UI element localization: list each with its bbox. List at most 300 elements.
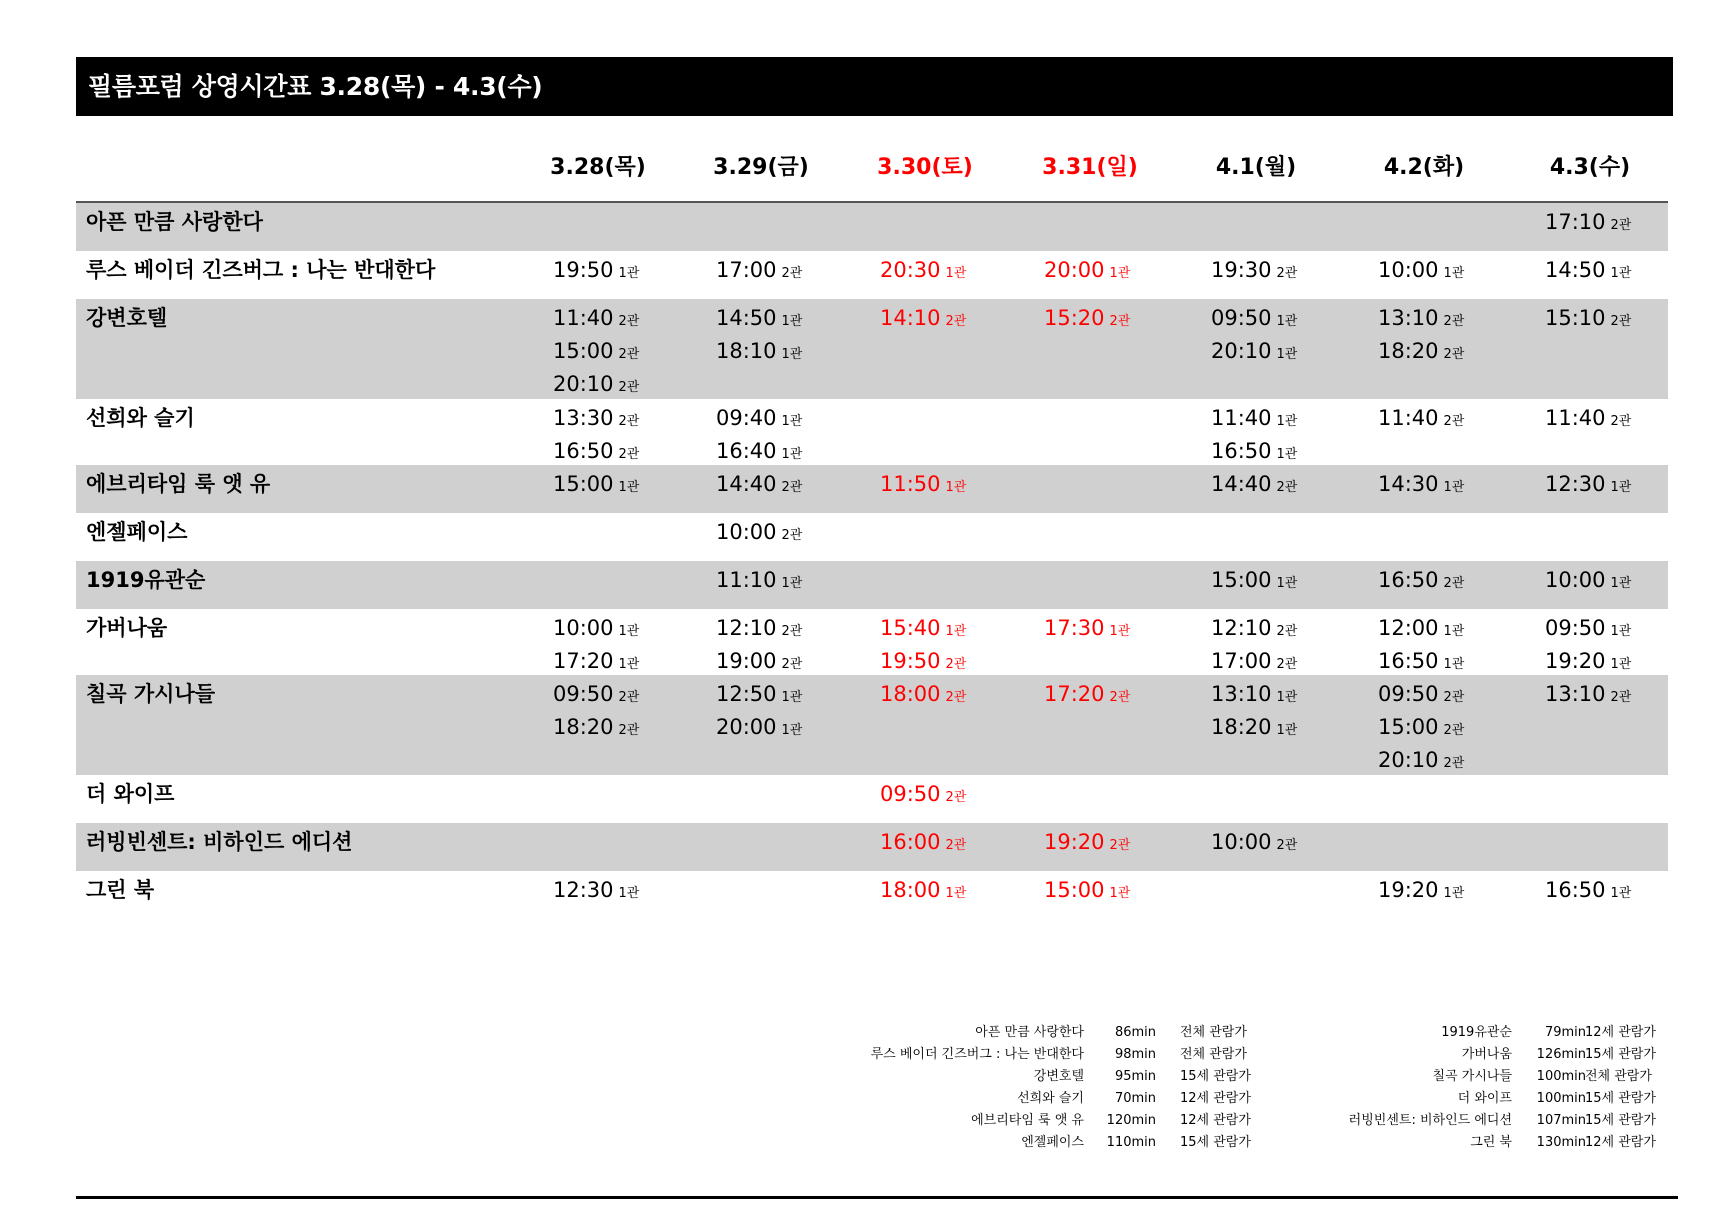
showtime-time: 14:30 [1378, 472, 1439, 496]
showtime-cell [1378, 254, 1528, 287]
footnote-row [1190, 1110, 1670, 1132]
showtime-cell [880, 302, 1030, 335]
showtime-cell [1378, 402, 1528, 435]
movie-title: 루스 베이더 긴즈버그 : 나는 반대한다 [86, 258, 436, 282]
showtime [1378, 645, 1528, 678]
showtime-time: 15:00 [1044, 878, 1105, 902]
showtime-time: 09:50 [1545, 616, 1606, 640]
footnote-title: 루스 베이더 긴즈버그 : 나는 반대한다 [870, 1047, 1084, 1062]
showtime-hall: 1관 [618, 480, 640, 495]
showtime-time: 18:20 [1211, 715, 1272, 739]
footnote-duration: 126min [1536, 1047, 1586, 1062]
showtime-cell [1211, 564, 1361, 597]
showtime-cell [716, 468, 866, 501]
showtime [880, 678, 1030, 711]
showtime [1211, 678, 1361, 711]
showtime-time: 18:20 [1378, 339, 1439, 363]
showtime-hall: 2관 [1610, 314, 1632, 329]
showtime-time: 20:00 [1044, 258, 1105, 282]
footnote-row [1190, 1088, 1670, 1110]
footnote-rating: 15세 관람가 [1585, 1047, 1656, 1062]
movie-row [76, 299, 1668, 399]
showtime-time: 15:40 [880, 616, 941, 640]
showtime-hall: 1관 [1276, 347, 1298, 362]
showtime-hall: 1관 [1276, 314, 1298, 329]
showtime-hall: 1관 [1443, 266, 1465, 281]
footnote-title: 가버나움 [1461, 1047, 1512, 1062]
showtime-hall: 2관 [781, 266, 803, 281]
showtime-hall: 2관 [1610, 218, 1632, 233]
showtime [1545, 206, 1695, 239]
showtime-hall: 2관 [945, 790, 967, 805]
showtime-time: 19:20 [1044, 830, 1105, 854]
movie-row [76, 203, 1668, 251]
showtime-hall: 1관 [1610, 576, 1632, 591]
showtime-cell [553, 468, 703, 501]
showtime-cell [1044, 302, 1194, 335]
showtime [1211, 254, 1361, 287]
showtime-hall: 1관 [1109, 624, 1131, 639]
showtime-time: 15:00 [1211, 568, 1272, 592]
showtime-hall: 1관 [1109, 266, 1131, 281]
showtime-time: 20:10 [553, 372, 614, 396]
footnote-duration: 120min [1106, 1113, 1156, 1128]
movie-title: 1919유관순 [86, 568, 206, 592]
footnote-row [1190, 1132, 1670, 1154]
showtime [716, 335, 866, 368]
showtime-time: 15:00 [553, 472, 614, 496]
showtime [1211, 468, 1361, 501]
showtime [880, 302, 1030, 335]
showtime [716, 645, 866, 678]
showtime-hall: 2관 [945, 657, 967, 672]
footnote-duration: 95min [1114, 1069, 1156, 1084]
showtime-hall: 1관 [781, 576, 803, 591]
showtime-time: 09:50 [553, 682, 614, 706]
showtime-hall: 2관 [1276, 480, 1298, 495]
showtime-cell [1044, 874, 1194, 907]
showtime-time: 19:20 [1545, 649, 1606, 673]
footnote-duration: 100min [1536, 1069, 1586, 1084]
showtime-cell [1211, 826, 1361, 859]
showtime-cell [1545, 678, 1695, 711]
showtime [1378, 254, 1528, 287]
movie-title: 더 와이프 [86, 782, 175, 806]
showtime [1211, 402, 1361, 435]
schedule-table [76, 203, 1668, 919]
showtime-hall: 1관 [1610, 266, 1632, 281]
showtime-time: 20:10 [1211, 339, 1272, 363]
footnote-duration: 130min [1536, 1135, 1586, 1150]
footnote-rating: 전체 관람가 [1180, 1047, 1247, 1062]
bottom-divider [76, 1196, 1678, 1199]
showtime-hall: 2관 [781, 528, 803, 543]
showtime-hall: 1관 [1610, 657, 1632, 672]
showtime-hall: 2관 [1443, 576, 1465, 591]
showtime-hall: 2관 [1610, 414, 1632, 429]
footnote-duration: 98min [1114, 1047, 1156, 1062]
showtime [1545, 874, 1695, 907]
footnote-duration: 86min [1114, 1025, 1156, 1040]
showtime-cell [553, 402, 703, 468]
showtime [1211, 826, 1361, 859]
showtime-time: 17:10 [1545, 210, 1606, 234]
showtime-hall: 2관 [618, 314, 640, 329]
showtime-time: 14:40 [1211, 472, 1272, 496]
footnote-row [700, 1044, 1260, 1066]
showtime [1378, 564, 1528, 597]
footnote-row [1190, 1044, 1670, 1066]
showtime [1211, 564, 1361, 597]
page-title: 필름포럼 상영시간표 3.28(목) - 4.3(수) [76, 57, 1673, 116]
movie-row [76, 561, 1668, 609]
showtime-time: 09:40 [716, 406, 777, 430]
showtime-time: 10:00 [716, 520, 777, 544]
showtime [716, 402, 866, 435]
footnote-rating: 15세 관람가 [1585, 1091, 1656, 1106]
date-header: 3.31(일) [1042, 155, 1138, 180]
showtime-hall: 1관 [1276, 723, 1298, 738]
showtime-cell [1044, 678, 1194, 711]
showtime-time: 10:00 [1378, 258, 1439, 282]
showtime-time: 12:30 [1545, 472, 1606, 496]
showtime-hall: 2관 [945, 690, 967, 705]
showtime-time: 19:30 [1211, 258, 1272, 282]
showtime [880, 468, 1030, 501]
showtime-time: 14:40 [716, 472, 777, 496]
showtime-hall: 2관 [945, 314, 967, 329]
showtime-time: 11:50 [880, 472, 941, 496]
showtime-time: 15:00 [1378, 715, 1439, 739]
showtime [880, 778, 1030, 811]
showtime [1211, 645, 1361, 678]
showtime [716, 564, 866, 597]
showtime-cell [553, 302, 703, 401]
showtime-time: 16:50 [1378, 568, 1439, 592]
showtime [1211, 302, 1361, 335]
showtime-time: 16:40 [716, 439, 777, 463]
showtime-time: 09:50 [880, 782, 941, 806]
showtime-hall: 2관 [1276, 624, 1298, 639]
showtime-hall: 2관 [781, 657, 803, 672]
showtime-time: 16:50 [1211, 439, 1272, 463]
showtime [1378, 678, 1528, 711]
showtime [1044, 302, 1194, 335]
showtime-cell [553, 612, 703, 678]
showtime-cell [716, 564, 866, 597]
showtime [1211, 335, 1361, 368]
showtime-hall: 2관 [1276, 266, 1298, 281]
showtime [553, 435, 703, 468]
movie-row [76, 675, 1668, 775]
footnote-column-right [1190, 1022, 1670, 1154]
showtime-cell [1545, 402, 1695, 435]
showtime-hall: 1관 [1443, 480, 1465, 495]
showtime-hall: 1관 [945, 624, 967, 639]
showtime [1378, 874, 1528, 907]
showtime-hall: 1관 [618, 266, 640, 281]
showtime-time: 12:10 [1211, 616, 1272, 640]
date-header: 4.2(화) [1383, 155, 1465, 180]
footnote-rating: 15세 관람가 [1585, 1113, 1656, 1128]
showtime-time: 10:00 [553, 616, 614, 640]
showtime-time: 14:50 [1545, 258, 1606, 282]
showtime-hall: 2관 [1443, 756, 1465, 771]
showtime-hall: 1관 [781, 447, 803, 462]
showtime-cell [1211, 468, 1361, 501]
footnote-rating: 12세 관람가 [1180, 1091, 1251, 1106]
showtime [1378, 744, 1528, 777]
movie-title: 강변호텔 [86, 306, 168, 330]
footnote-title: 강변호텔 [1033, 1069, 1084, 1084]
showtime-time: 18:00 [880, 682, 941, 706]
showtime-hall: 2관 [1276, 838, 1298, 853]
showtime-hall: 1관 [1610, 480, 1632, 495]
showtime [1545, 678, 1695, 711]
showtime [716, 711, 866, 744]
showtime-hall: 2관 [1610, 690, 1632, 705]
showtime-hall: 1관 [781, 347, 803, 362]
showtime [880, 826, 1030, 859]
movie-title: 아픈 만큼 사랑한다 [86, 210, 263, 234]
showtime [1044, 612, 1194, 645]
showtime [553, 335, 703, 368]
footnote-title: 더 와이프 [1457, 1091, 1512, 1106]
showtime-hall: 2관 [1109, 314, 1131, 329]
showtime-cell [1044, 254, 1194, 287]
showtime-hall: 1관 [781, 723, 803, 738]
footnote-rating: 12세 관람가 [1585, 1135, 1656, 1150]
showtime-cell [716, 402, 866, 468]
showtime-cell [1545, 612, 1695, 678]
movie-row [76, 871, 1668, 919]
showtime-hall: 1관 [1443, 886, 1465, 901]
showtime-hall: 2관 [618, 347, 640, 362]
footnote-row [700, 1132, 1260, 1154]
showtime-hall: 1관 [1109, 886, 1131, 901]
showtime [1211, 711, 1361, 744]
showtime-time: 10:00 [1211, 830, 1272, 854]
showtime-time: 12:00 [1378, 616, 1439, 640]
footnote-rating: 15세 관람가 [1180, 1135, 1251, 1150]
footnote-title: 칠곡 가시나들 [1432, 1069, 1512, 1084]
footnote-title: 아픈 만큼 사랑한다 [975, 1025, 1084, 1040]
showtime-cell [716, 254, 866, 287]
showtime-hall: 1관 [1276, 690, 1298, 705]
showtime [880, 254, 1030, 287]
showtime-time: 20:10 [1378, 748, 1439, 772]
showtime-hall: 2관 [1443, 723, 1465, 738]
showtime [1545, 302, 1695, 335]
showtime-hall: 1관 [618, 657, 640, 672]
showtime-cell [1211, 678, 1361, 744]
showtime-hall: 2관 [618, 414, 640, 429]
showtime [1378, 711, 1528, 744]
showtime [1545, 564, 1695, 597]
showtime-hall: 1관 [945, 886, 967, 901]
showtime-cell [1211, 402, 1361, 468]
showtime-time: 15:10 [1545, 306, 1606, 330]
showtime-time: 20:00 [716, 715, 777, 739]
showtime-hall: 1관 [1610, 886, 1632, 901]
showtime-time: 14:50 [716, 306, 777, 330]
showtime-hall: 1관 [781, 414, 803, 429]
showtime [1378, 612, 1528, 645]
showtime [1545, 612, 1695, 645]
footnote-title: 1919유관순 [1441, 1025, 1512, 1040]
movie-title: 그린 북 [86, 878, 155, 902]
footnote-row [1190, 1066, 1670, 1088]
showtime-time: 16:50 [1378, 649, 1439, 673]
showtime-cell [1545, 874, 1695, 907]
movie-title: 칠곡 가시나들 [86, 682, 216, 706]
showtime-time: 18:20 [553, 715, 614, 739]
date-header-row [0, 148, 1734, 188]
footnote-rating: 12세 관람가 [1585, 1025, 1656, 1040]
showtime-hall: 2관 [1276, 657, 1298, 672]
showtime-time: 14:10 [880, 306, 941, 330]
date-header: 3.28(목) [550, 155, 646, 180]
showtime-cell [1044, 826, 1194, 859]
showtime-time: 17:30 [1044, 616, 1105, 640]
showtime-time: 17:00 [1211, 649, 1272, 673]
showtime [553, 612, 703, 645]
showtime [1044, 874, 1194, 907]
showtime-time: 13:30 [553, 406, 614, 430]
showtime-cell [880, 612, 1030, 678]
showtime-cell [716, 612, 866, 678]
showtime-time: 17:00 [716, 258, 777, 282]
showtime-hall: 1관 [1443, 624, 1465, 639]
footnote-duration: 107min [1536, 1113, 1586, 1128]
showtime-time: 09:50 [1211, 306, 1272, 330]
showtime-cell [1044, 612, 1194, 645]
showtime-cell [1211, 254, 1361, 287]
showtime-time: 13:10 [1378, 306, 1439, 330]
showtime-time: 19:00 [716, 649, 777, 673]
showtime-hall: 2관 [618, 447, 640, 462]
movie-title: 가버나움 [86, 616, 168, 640]
showtime [553, 468, 703, 501]
showtime [880, 874, 1030, 907]
date-header: 3.30(토) [877, 155, 973, 180]
date-header: 4.3(수) [1549, 155, 1631, 180]
showtime-hall: 1관 [945, 266, 967, 281]
movie-title: 선희와 슬기 [86, 406, 195, 430]
showtime-cell [716, 516, 866, 549]
showtime-time: 11:40 [1378, 406, 1439, 430]
showtime-cell [1211, 612, 1361, 678]
showtime-cell [880, 874, 1030, 907]
showtime-time: 13:10 [1545, 682, 1606, 706]
showtime [553, 645, 703, 678]
movie-row [76, 823, 1668, 871]
footnote-duration: 79min [1544, 1025, 1586, 1040]
showtime [553, 678, 703, 711]
showtime-hall: 2관 [1109, 690, 1131, 705]
showtime [716, 612, 866, 645]
showtime [553, 874, 703, 907]
showtime [553, 402, 703, 435]
showtime-hall: 2관 [618, 723, 640, 738]
showtime [553, 254, 703, 287]
footnote-column-left [700, 1022, 1260, 1154]
showtime-cell [880, 254, 1030, 287]
showtime [1378, 302, 1528, 335]
showtime [1545, 468, 1695, 501]
showtime-time: 16:50 [1545, 878, 1606, 902]
showtime-cell [553, 254, 703, 287]
showtime-time: 11:40 [553, 306, 614, 330]
footnote-row [1190, 1022, 1670, 1044]
showtime-time: 09:50 [1378, 682, 1439, 706]
showtime-time: 11:40 [1545, 406, 1606, 430]
showtime-hall: 2관 [618, 380, 640, 395]
date-header: 4.1(월) [1215, 155, 1297, 180]
showtime-time: 18:10 [716, 339, 777, 363]
showtime [1044, 826, 1194, 859]
showtime-time: 16:00 [880, 830, 941, 854]
footnote-row [700, 1110, 1260, 1132]
showtime [716, 678, 866, 711]
showtime-time: 10:00 [1545, 568, 1606, 592]
showtime-time: 15:00 [553, 339, 614, 363]
showtime-hall: 1관 [1276, 414, 1298, 429]
showtime-cell [1545, 302, 1695, 335]
showtime [553, 711, 703, 744]
footnote-row [700, 1088, 1260, 1110]
movie-row [76, 465, 1668, 513]
showtime-time: 20:30 [880, 258, 941, 282]
footnote-rating: 전체 관람가 [1180, 1025, 1247, 1040]
showtime-cell [1211, 302, 1361, 368]
movie-title: 러빙빈센트: 비하인드 에디션 [86, 830, 353, 854]
showtime-time: 13:10 [1211, 682, 1272, 706]
showtime-hall: 1관 [1276, 447, 1298, 462]
date-header: 3.29(금) [713, 155, 809, 180]
showtime [716, 435, 866, 468]
showtime-time: 11:40 [1211, 406, 1272, 430]
showtime-time: 19:50 [880, 649, 941, 673]
footnote-title: 에브리타임 룩 앳 유 [971, 1113, 1084, 1128]
footnote-title: 엔젤페이스 [1021, 1135, 1084, 1150]
showtime [1044, 678, 1194, 711]
showtime-hall: 1관 [781, 314, 803, 329]
showtime-hall: 1관 [1276, 576, 1298, 591]
showtime-time: 18:00 [880, 878, 941, 902]
movie-row [76, 251, 1668, 299]
showtime-time: 15:20 [1044, 306, 1105, 330]
footnote-rating: 전체 관람가 [1585, 1069, 1652, 1084]
showtime [1545, 402, 1695, 435]
showtime-cell [880, 826, 1030, 859]
showtime [716, 254, 866, 287]
showtime-time: 19:20 [1378, 878, 1439, 902]
movie-row [76, 513, 1668, 561]
showtime-cell [1545, 254, 1695, 287]
showtime-cell [553, 874, 703, 907]
showtime-time: 19:50 [553, 258, 614, 282]
showtime-time: 17:20 [1044, 682, 1105, 706]
showtime [553, 368, 703, 401]
footnote-duration: 100min [1536, 1091, 1586, 1106]
movie-row [76, 775, 1668, 823]
movie-row [76, 609, 1668, 675]
showtime-cell [880, 778, 1030, 811]
showtime-cell [1378, 612, 1528, 678]
showtime-hall: 2관 [618, 690, 640, 705]
footnote-rating: 15세 관람가 [1180, 1069, 1251, 1084]
